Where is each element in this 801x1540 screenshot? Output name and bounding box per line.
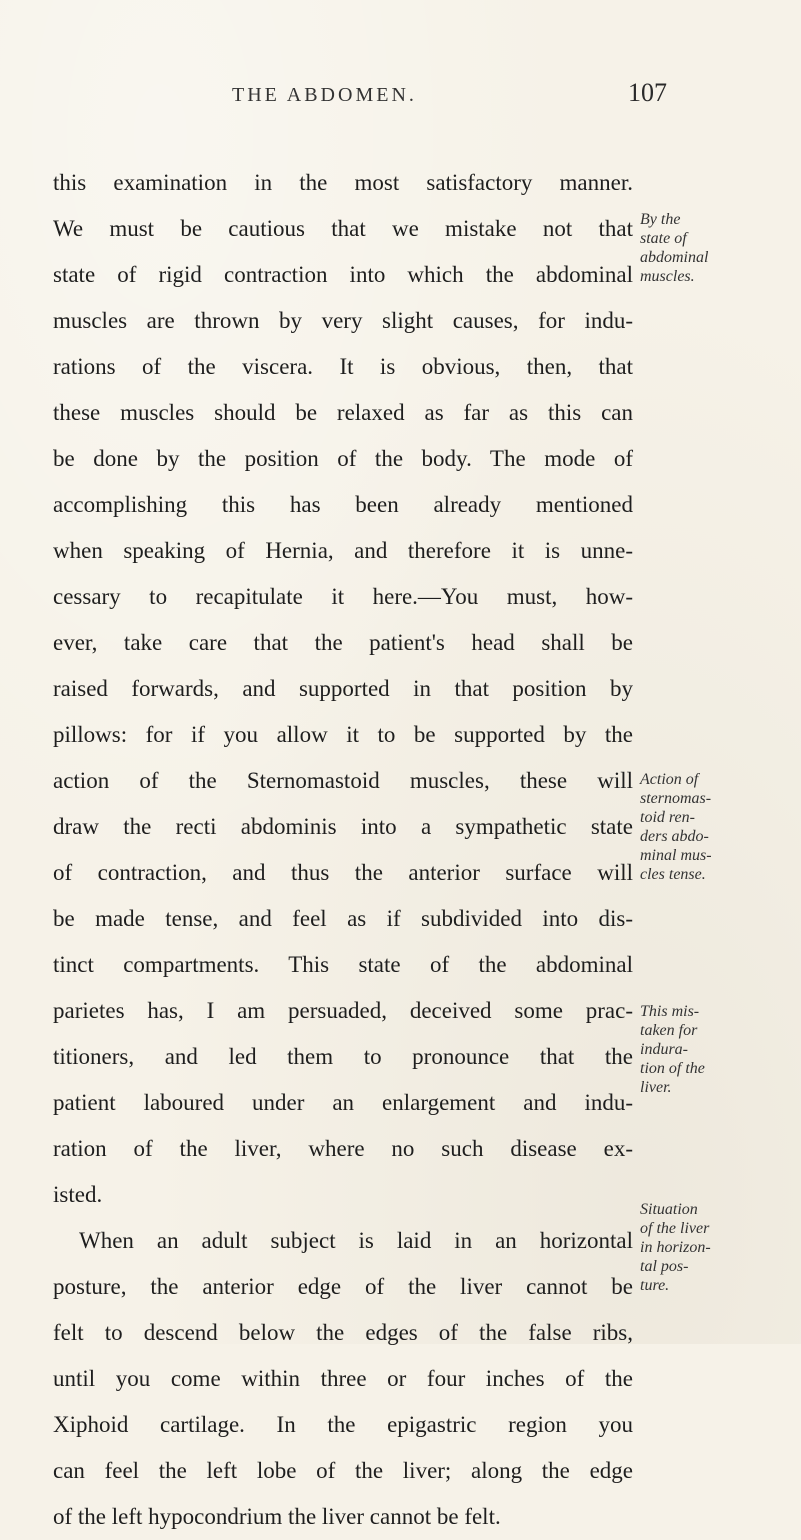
text-line: until you come within three or four inches of the [53,1366,633,1391]
text-line: this examination in the most satisfactory manner. [53,170,633,195]
margin-note-line: cles tense. [640,866,706,883]
text-line: cessary to recapitulate it here.—You must, how- [53,584,633,609]
margin-note-line: minal mus- [640,847,712,864]
text-line: accomplishing this has been already mentioned [53,492,633,517]
text-line: rations of the viscera. It is obvious, then, that [53,354,633,379]
page-number: 107 [628,78,667,107]
text-line: of contraction, and thus the anterior surface will [53,860,633,885]
text-line: parietes has, I am persuaded, deceived some prac- [53,998,633,1023]
margin-note-line: abdominal [640,249,709,266]
text-line: muscles are thrown by very slight causes, for indu- [53,308,633,333]
text-line: of the left hypocondrium the liver cannot be felt. [53,1504,501,1529]
text-line: pillows: for if you allow it to be supported by the [53,722,633,747]
text-line: patient laboured under an enlargement and indu- [53,1090,633,1115]
text-line: felt to descend below the edges of the false ribs, [53,1320,633,1345]
margin-note-line: ders abdo- [640,828,709,845]
text-line: state of rigid contraction into which the abdominal [53,262,633,287]
margin-note-line: taken for [640,1022,698,1039]
margin-note-line: state of [640,230,687,247]
text-line: when speaking of Hernia, and therefore it is unne- [53,538,633,563]
running-title: THE ABDOMEN. [232,84,417,106]
text-line: isted. [53,1182,103,1207]
text-line: these muscles should be relaxed as far as this can [53,400,633,425]
text-line: posture, the anterior edge of the liver cannot be [53,1274,633,1299]
margin-note-abdominal-muscles [640,210,790,286]
margin-note-line: toid ren- [640,809,695,826]
text-line: tinct compartments. This state of the abdominal [53,952,633,977]
margin-note-line: indura- [640,1041,688,1058]
margin-note-line: sternomas- [640,790,712,807]
text-line: draw the recti abdominis into a sympathetic state [53,814,633,839]
text-line: When an adult subject is laid in an horizontal [79,1228,633,1253]
text-line: We must be cautious that we mistake not that [53,216,633,241]
text-line: be made tense, and feel as if subdivided into dis- [53,906,633,931]
text-line: be done by the position of the body. The mode of [53,446,633,471]
margin-note-line: tion of the [640,1060,705,1077]
margin-note-line: Action of [640,771,699,788]
margin-note-sternomastoid [640,770,790,884]
margin-note-mistaken-induration [640,1002,790,1097]
margin-note-line: This mis- [640,1003,700,1020]
margin-note-liver-situation [640,1200,790,1295]
text-line: can feel the left lobe of the liver; along the edge [53,1458,633,1483]
margin-note-line: liver. [640,1079,672,1096]
margin-note-line: tal pos- [640,1258,689,1275]
margin-note-line: ture. [640,1277,670,1294]
text-line: ration of the liver, where no such disease ex- [53,1136,633,1161]
margin-note-line: in horizon- [640,1239,711,1256]
margin-notes [640,0,801,1344]
body-text [53,160,633,1540]
text-line: raised forwards, and supported in that position by [53,676,633,701]
text-line: ever, take care that the patient's head shall be [53,630,633,655]
margin-note-line: muscles. [640,268,695,285]
text-line: Xiphoid cartilage. In the epigastric region you [53,1412,633,1437]
text-line: action of the Sternomastoid muscles, these will [53,768,633,793]
text-line: titioners, and led them to pronounce that the [53,1044,633,1069]
margin-note-line: of the liver [640,1220,710,1237]
margin-note-line: Situation [640,1201,698,1218]
margin-note-line: By the [640,211,681,228]
